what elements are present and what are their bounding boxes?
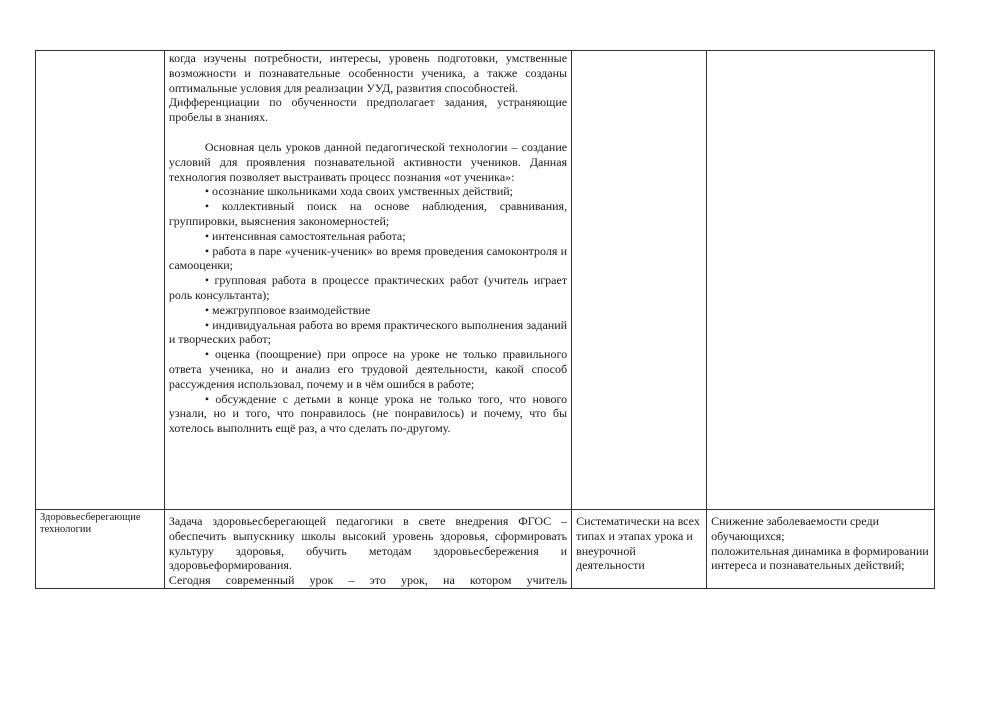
table-row — [36, 51, 935, 510]
paragraph-gap — [169, 125, 567, 140]
bullet-item: • интенсивная самостоятельная работа; — [204, 228, 406, 243]
technology-name-cell — [36, 510, 165, 589]
table-row — [36, 510, 935, 589]
bullet-item: • групповая работа в процессе практических работ (учитель играет роль консультанта); — [168, 273, 568, 302]
modern-lesson-paragraph: Сегодня современный урок – это урок, на котором учитель — [168, 573, 568, 588]
result-cell — [707, 510, 935, 589]
frequency-cell — [572, 510, 707, 589]
health-task-paragraph: Задача здоровьесберегающей педагогики в свете внедрения ФГОС – обеспечить выпускнику школы высокий уровень здоровья, сформировать культуру здоровья, обучить методам здоровьесбережения и здоровьеформирования. — [168, 514, 568, 573]
intro-paragraph: когда изучены потребности, интересы, уровень подготовки, умственные возможности и познавательные особенности ученика, а также созданы оптимальные условия для реализации УУД, развития способностей. — [168, 51, 568, 95]
result-line: положительная динамика в формировании интереса и познавательных действий; — [711, 543, 929, 573]
bullet-item: • осознание школьниками хода своих умственных действий; — [204, 184, 514, 199]
bullet-item: • оценка (поощрение) при опросе на уроке не только правильного ответа ученика, но и анализ его трудовой деятельности, какой способ рассуждения использовал, почему и в чём ошибся в работе; — [168, 347, 568, 391]
bullet-item: • коллективный поиск на основе наблюдения, сравнивания, группировки, выяснения закономерностей; — [168, 199, 568, 228]
technology-name: Здоровьесберегающие технологии — [40, 512, 141, 535]
bullet-item: • индивидуальная работа во время практического выполнения заданий и творческих работ; — [168, 317, 568, 347]
description-cell — [164, 51, 571, 510]
bullet-item: • межгрупповое взаимодействие — [204, 302, 371, 317]
result-line: Снижение заболеваемости среди обучающихся; — [711, 514, 879, 543]
bullet-item: • обсуждение с детьми в конце урока не только того, что нового узнали, но и того, что понравилось (не понравилось) и почему, что бы хотелось выполнить ещё раз, а что сделать по-другому. — [168, 391, 568, 436]
frequency-text: Систематически на всех типах и этапах урока и внеурочной деятельности — [576, 514, 700, 573]
technology-name-cell — [36, 51, 165, 510]
bullet-item: • работа в паре «ученик-ученик» во время проведения самоконтроля и самооценки; — [168, 243, 568, 273]
differentiation-paragraph: Дифференциации по обученности предполагает задания, устраняющие пробелы в знаниях. — [168, 95, 568, 125]
result-cell — [707, 51, 935, 510]
technology-table — [35, 50, 935, 589]
description-cell — [164, 510, 571, 589]
main-goal-paragraph: Основная цель уроков данной педагогической технологии – создание условий для проявления познавательной активности учеников. Данная технология позволяет выстраивать процесс познания «от ученика»: — [168, 139, 568, 184]
frequency-cell — [572, 51, 707, 510]
